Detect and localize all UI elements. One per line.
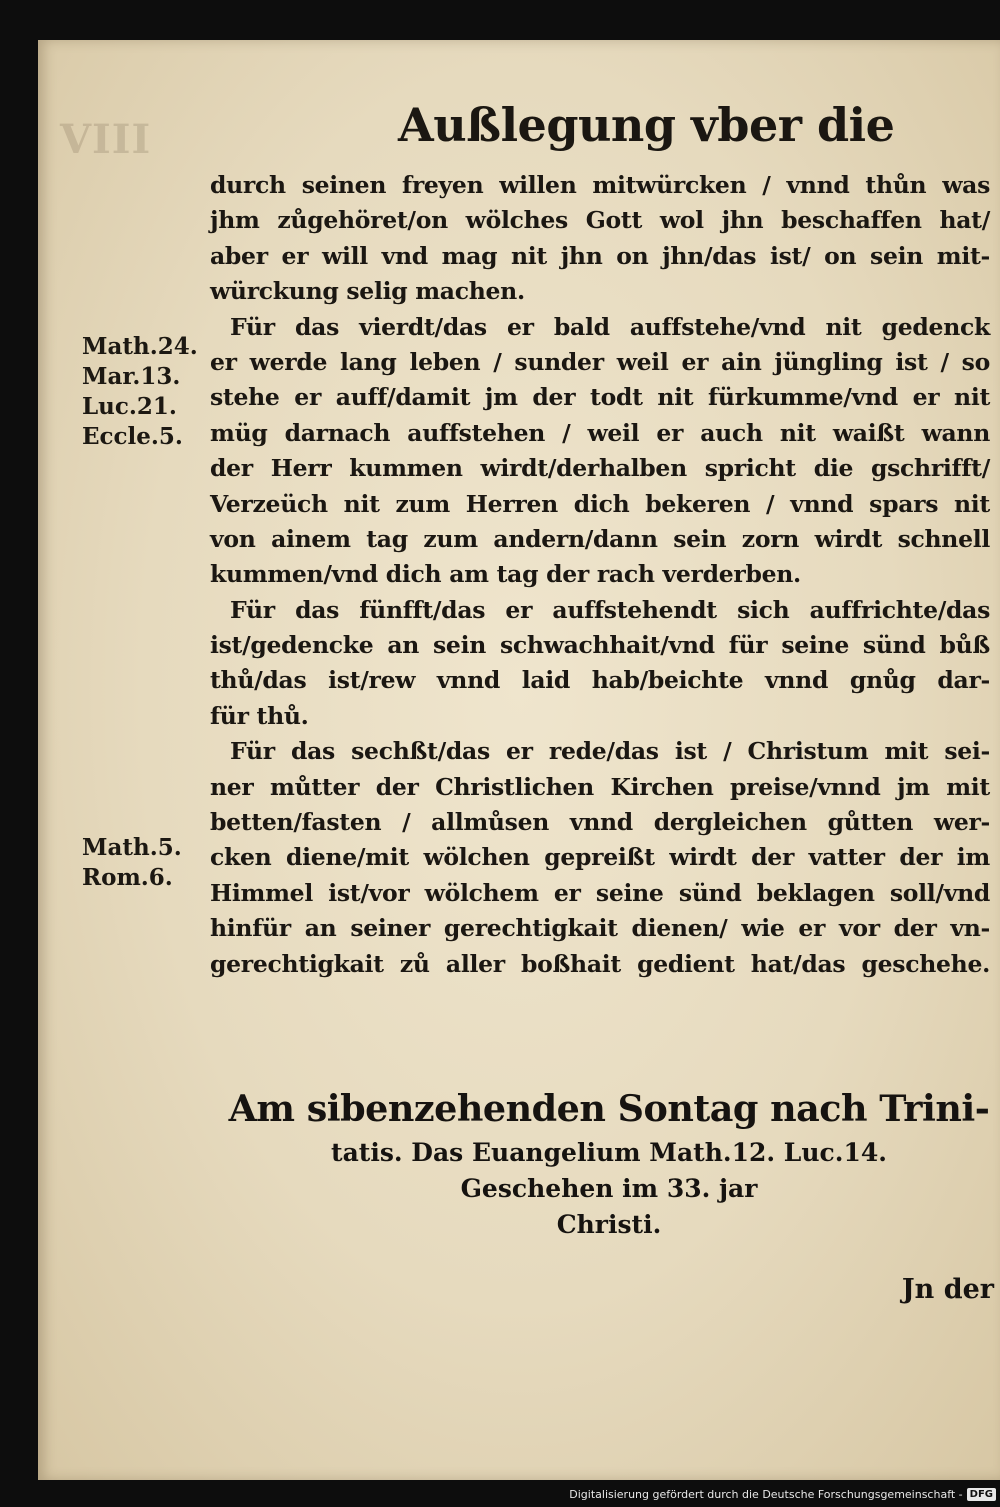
digitization-footer [569,1488,996,1501]
text-line: Für das sechßt/das er rede/das ist / Christum mit sei- [230,737,990,766]
text-line: müg darnach auffstehen / weil er auch nit waißt wann [210,418,990,447]
text-line: aber er will vnd mag nit jhn on jhn/das ist/ on sein mit- [210,241,990,270]
text-line: kummen/vnd dich am tag der rach verderben. [210,560,801,589]
text-line: Himmel ist/vor wölchem er seine sünd beklagen soll/vnd [210,878,990,907]
dfg-logo-icon: DFG [967,1488,996,1501]
text-line: thů/das ist/rew vnnd laid hab/beichte vnnd gnůg dar- [210,666,990,695]
text-line: hinfür an seiner gerechtigkait dienen/ wie er vor der vn- [210,914,990,943]
text-line: ner můtter der Christlichen Kirchen preise/vnnd jm mit [210,772,990,801]
text-line: gerechtigkait zů aller boßhait gedient hat/das geschehe. [210,949,990,978]
text-line: der Herr kummen wirdt/derhalben spricht die gschrifft/ [210,454,990,483]
text-line: er werde lang leben / sunder weil er ain jüngling ist / so [210,347,990,376]
marginal-references-bottom [82,833,182,893]
marginal-reference: Math.24. [82,333,198,360]
text-line: stehe er auff/damit jm der todt nit fürkumme/vnd er nit [210,383,990,412]
text-line: ist/gedencke an sein schwachhait/vnd für seine sünd bůß [210,631,990,660]
section-heading-line: Christi. [556,1210,662,1239]
catchword: Jn der [901,1274,994,1305]
text-line: Verzeüch nit zum Herren dich bekeren / vnnd spars nit [210,489,990,518]
marginal-reference: Luc.21. [82,393,177,420]
marginal-reference: Rom.6. [82,864,173,891]
running-head: Außlegung vber die [398,98,895,152]
section-heading-line: tatis. Das Euangelium Math.12. Luc.14. [331,1138,887,1167]
marginal-reference: Eccle.5. [82,423,183,450]
section-heading-line: Am sibenzehenden Sontag nach Trini- [228,1087,990,1130]
text-line: Für das vierdt/das er bald auffstehe/vnd nit gedenck [230,312,990,341]
bleed-through-text: VIII [60,116,152,163]
text-line: durch seinen freyen willen mitwürcken / vnnd thůn was [210,171,990,199]
text-line: würckung selig machen. [210,277,525,306]
text-line: jhm zůgehöret/on wölches Gott wol jhn beschaffen hat/ [210,206,990,235]
section-heading-line: Geschehen im 33. jar [460,1174,758,1203]
text-line: cken diene/mit wölchen gepreißt wirdt der vatter der im [210,843,990,872]
book-page [38,40,1000,1480]
text-line: für thů. [210,701,309,730]
text-line: von ainem tag zum andern/dann sein zorn wirdt schnell [210,524,990,553]
body-text [210,168,990,982]
text-line: Für das fünfft/das er auffstehendt sich auffrichte/das [230,595,990,624]
section-heading [224,1083,994,1243]
footer-credit: Digitalisierung gefördert durch die Deutsche Forschungsgemeinschaft - [569,1488,963,1501]
marginal-reference: Math.5. [82,834,182,861]
text-line: betten/fasten / allmůsen vnnd dergleichen gůtten wer- [210,808,990,837]
marginal-references-top [82,332,198,452]
marginal-reference: Mar.13. [82,363,181,390]
